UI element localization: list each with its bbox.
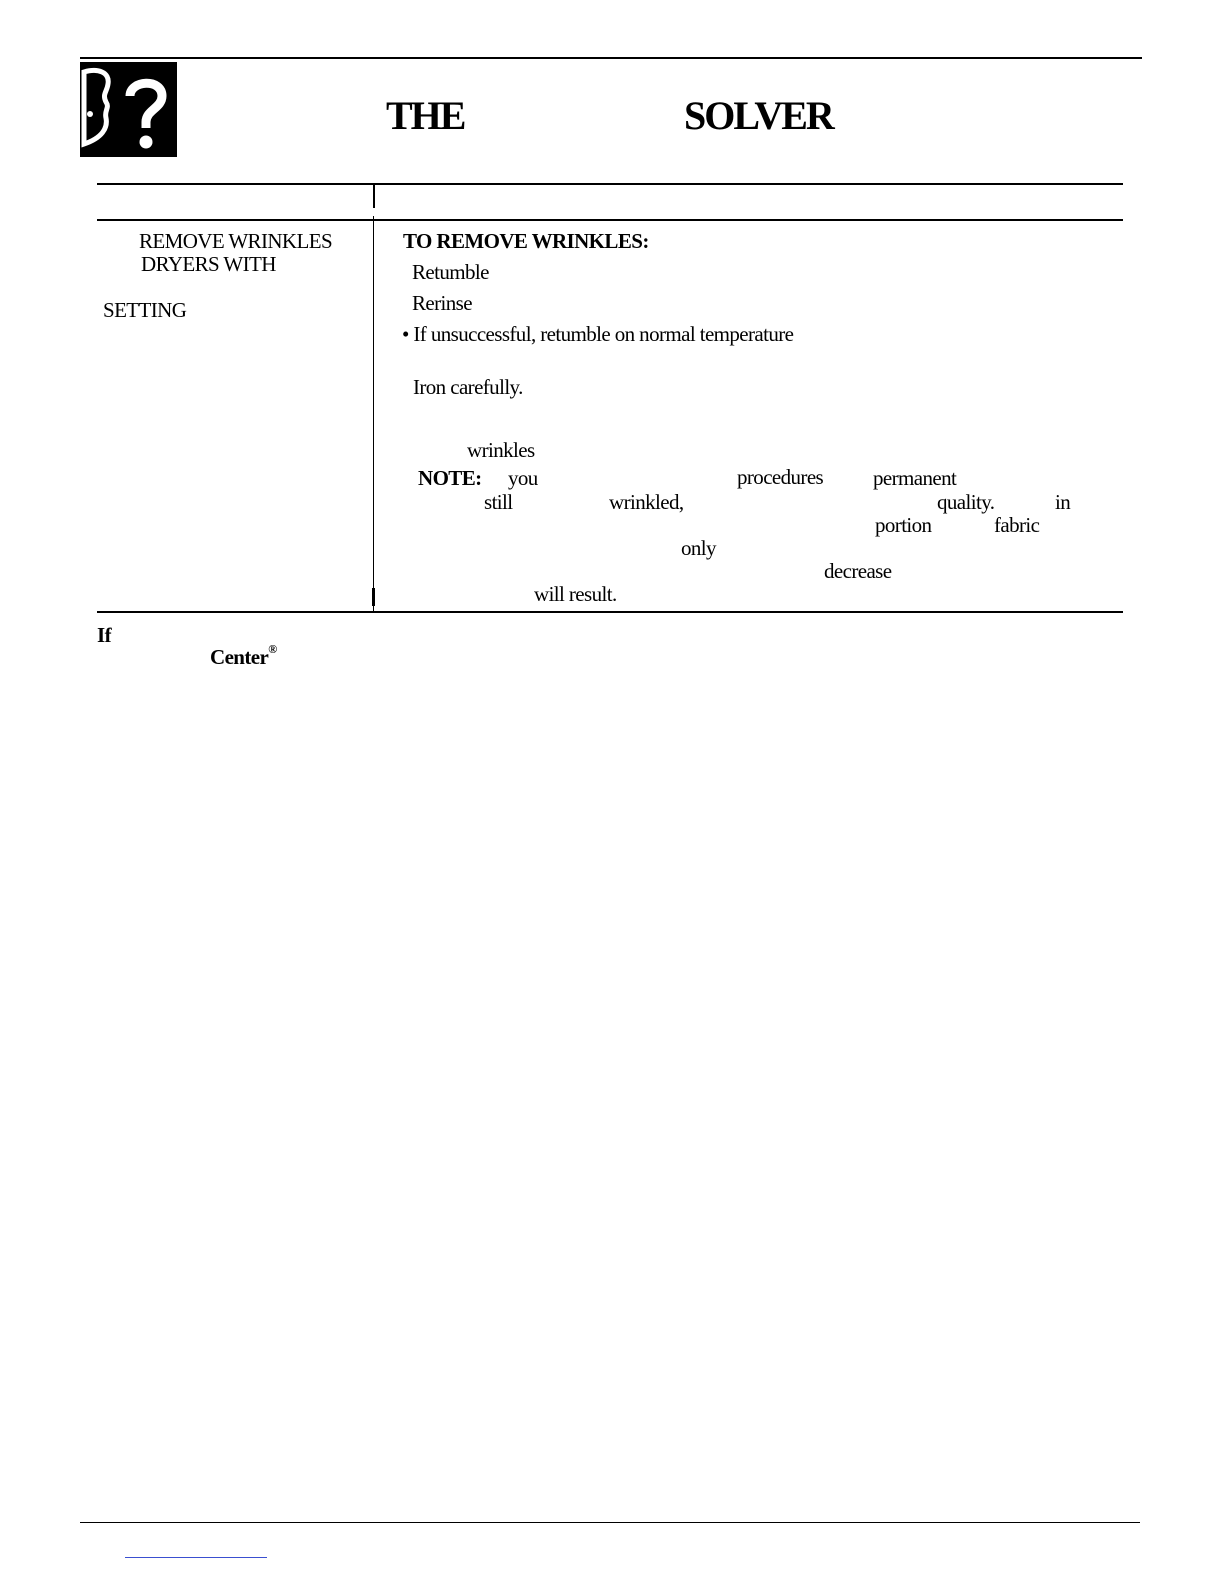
solution-item-rerinse: Rerinse [412, 291, 472, 315]
registered-mark: ® [268, 642, 277, 656]
footer-center-text: Center [210, 645, 269, 669]
note-word-decrease: decrease [824, 559, 892, 583]
note-word-quality: quality. [937, 490, 995, 514]
table-header-rule [97, 219, 1123, 221]
problem-solver-logo-icon [80, 62, 177, 157]
note-word-you: you [508, 466, 538, 490]
note-word-still: still [484, 490, 513, 514]
solution-heading: TO REMOVE WRINKLES: [403, 229, 649, 253]
column-divider [373, 216, 374, 611]
page-link-underline [125, 1557, 267, 1558]
problem-line-remove-wrinkles: REMOVE WRINKLES [139, 229, 333, 253]
note-word-permanent: permanent [873, 466, 957, 490]
footer-word-if: If [97, 623, 111, 647]
problem-line-dryers-with: DRYERS WITH [141, 252, 276, 276]
solution-item-iron: Iron carefully. [413, 375, 523, 399]
word-wrinkles: wrinkles [467, 438, 535, 462]
problem-line-setting: SETTING [103, 298, 187, 322]
solution-item-retumble: Retumble [412, 260, 489, 284]
note-word-wrinkled: wrinkled, [609, 490, 684, 514]
table-top-rule [97, 183, 1123, 185]
note-word-will-result: will result. [534, 582, 617, 606]
footer-word-center [210, 642, 277, 669]
note-word-only: only [681, 536, 716, 560]
note-word-in: in [1055, 490, 1071, 514]
solution-item-unsuccessful: • If unsuccessful, retumble on normal temperature [402, 322, 794, 346]
column-divider-end [372, 588, 375, 606]
note-word-portion: portion [875, 513, 932, 537]
title-word-the: THE [386, 93, 465, 138]
note-label: NOTE: [418, 466, 482, 490]
top-rule [80, 57, 1142, 59]
column-divider-header [373, 184, 375, 208]
title-word-solver: SOLVER [684, 93, 833, 138]
note-word-procedures: procedures [737, 465, 824, 489]
table-bottom-rule [97, 611, 1123, 613]
note-word-fabric: fabric [994, 513, 1040, 537]
page-bottom-rule [80, 1522, 1140, 1523]
